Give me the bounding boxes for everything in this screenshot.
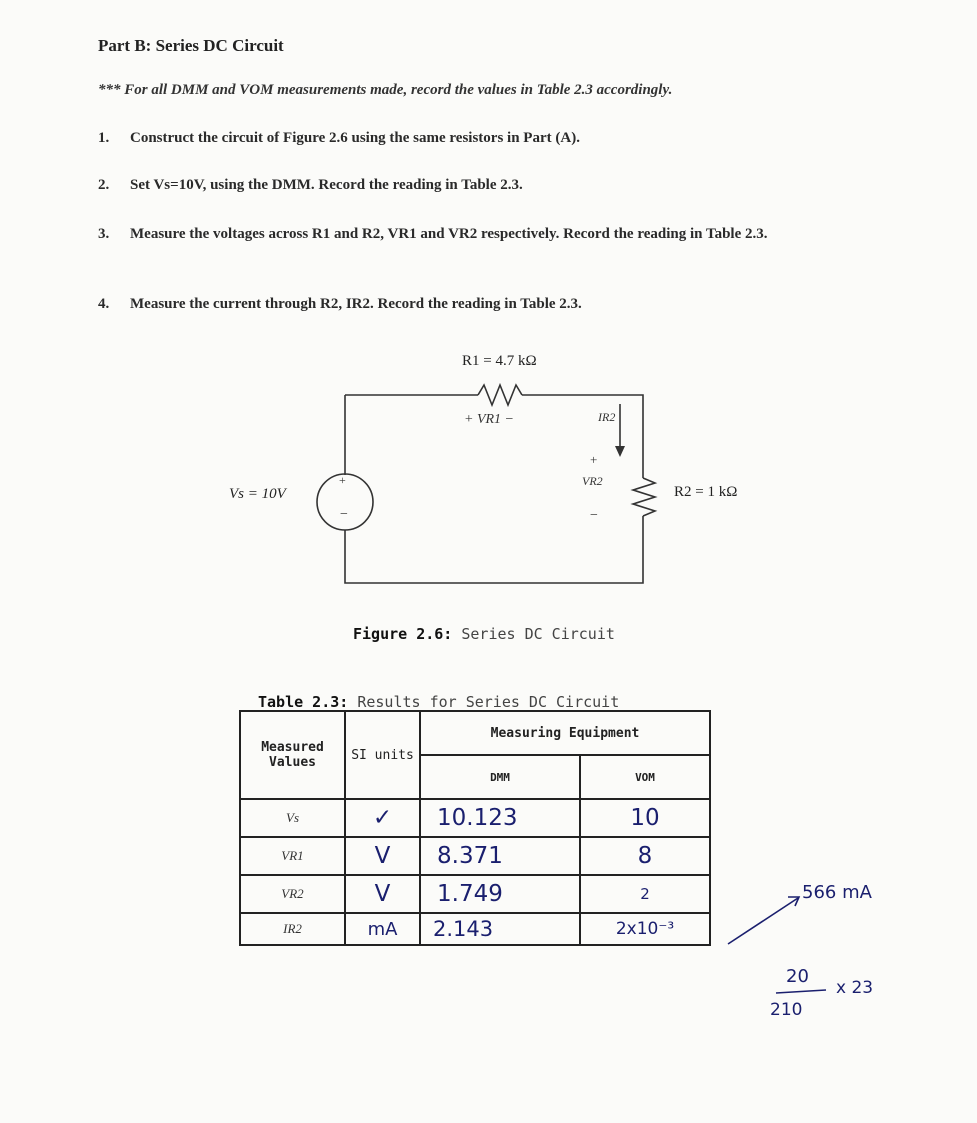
step-number: 1. xyxy=(98,130,110,146)
step-2 xyxy=(98,177,523,194)
header-equipment: Measuring Equipment xyxy=(420,711,710,755)
right-wire xyxy=(345,516,643,583)
figure-caption xyxy=(353,625,615,643)
handwritten-fraction-top: 20 xyxy=(786,966,809,987)
vom-cell: 10 xyxy=(580,799,710,837)
dmm-cell: 1.749 xyxy=(420,875,580,913)
step-1 xyxy=(98,130,580,147)
top-wire-right xyxy=(522,395,643,478)
step-number: 3. xyxy=(98,226,110,242)
step-text: Measure the voltages across R1 and R2, VR1 and VR2 respectively. Record the reading in Table 2.3. xyxy=(130,226,768,242)
step-number: 4. xyxy=(98,296,110,312)
dmm-cell: 8.371 xyxy=(420,837,580,875)
dmm-cell: 10.123 xyxy=(420,799,580,837)
header-vom: VOM xyxy=(580,755,710,799)
si-cell: ✓ xyxy=(345,799,420,837)
measured-cell: VR2 xyxy=(240,875,345,913)
vom-cell: 2x10⁻³ xyxy=(580,913,710,945)
header-si: SI units xyxy=(345,711,420,799)
vom-cell: 8 xyxy=(580,837,710,875)
table-row xyxy=(240,837,710,875)
figure-caption-bold: Figure 2.6: xyxy=(353,625,453,643)
step-3 xyxy=(98,226,900,243)
table-caption xyxy=(258,693,619,711)
measured-cell: Vs xyxy=(240,799,345,837)
section-heading: Part B: Series DC Circuit xyxy=(98,36,284,55)
ir2-label: IR2 xyxy=(598,410,616,424)
r1-resistor xyxy=(478,385,522,405)
table-row xyxy=(240,913,710,945)
source-plus: + xyxy=(339,473,346,487)
step-text: Construct the circuit of Figure 2.6 using the same resistors in Part (A). xyxy=(130,130,580,146)
measured-cell: IR2 xyxy=(240,913,345,945)
step-text: Measure the current through R2, IR2. Record the reading in Table 2.3. xyxy=(130,296,582,312)
r1-label: R1 = 4.7 kΩ xyxy=(462,353,537,369)
r2-resistor xyxy=(633,478,655,516)
table-caption-text: Results for Series DC Circuit xyxy=(348,693,620,711)
handwritten-factor: x 23 xyxy=(836,978,874,998)
vr2-minus: − xyxy=(590,508,598,523)
table-row xyxy=(240,799,710,837)
vom-cell: 2 xyxy=(580,875,710,913)
results-table xyxy=(239,710,711,946)
vr2-label: VR2 xyxy=(582,474,603,488)
step-number: 2. xyxy=(98,177,110,193)
vs-label: Vs = 10V xyxy=(229,486,286,502)
header-dmm: DMM xyxy=(420,755,580,799)
handwritten-fraction-bottom: 210 xyxy=(770,1000,803,1020)
vr1-label: + VR1 − xyxy=(464,412,514,427)
measured-cell: VR1 xyxy=(240,837,345,875)
instruction-note: *** For all DMM and VOM measurements made, record the values in Table 2.3 accordingly. xyxy=(98,82,673,98)
dmm-cell: 2.143 xyxy=(420,913,580,945)
source-minus: − xyxy=(340,507,348,522)
step-text: Set Vs=10V, using the DMM. Record the reading in Table 2.3. xyxy=(130,177,523,193)
header-measured: Measured Values xyxy=(240,711,345,799)
figure-caption-text: Series DC Circuit xyxy=(452,625,615,643)
si-cell: mA xyxy=(345,913,420,945)
handwritten-annotation: 566 mA xyxy=(802,882,872,903)
table-caption-bold: Table 2.3: xyxy=(258,693,349,711)
table-row xyxy=(240,875,710,913)
vr2-plus: + xyxy=(590,452,598,467)
si-cell: V xyxy=(345,875,420,913)
si-cell: V xyxy=(345,837,420,875)
step-4 xyxy=(98,296,582,313)
r2-label: R2 = 1 kΩ xyxy=(674,484,738,500)
